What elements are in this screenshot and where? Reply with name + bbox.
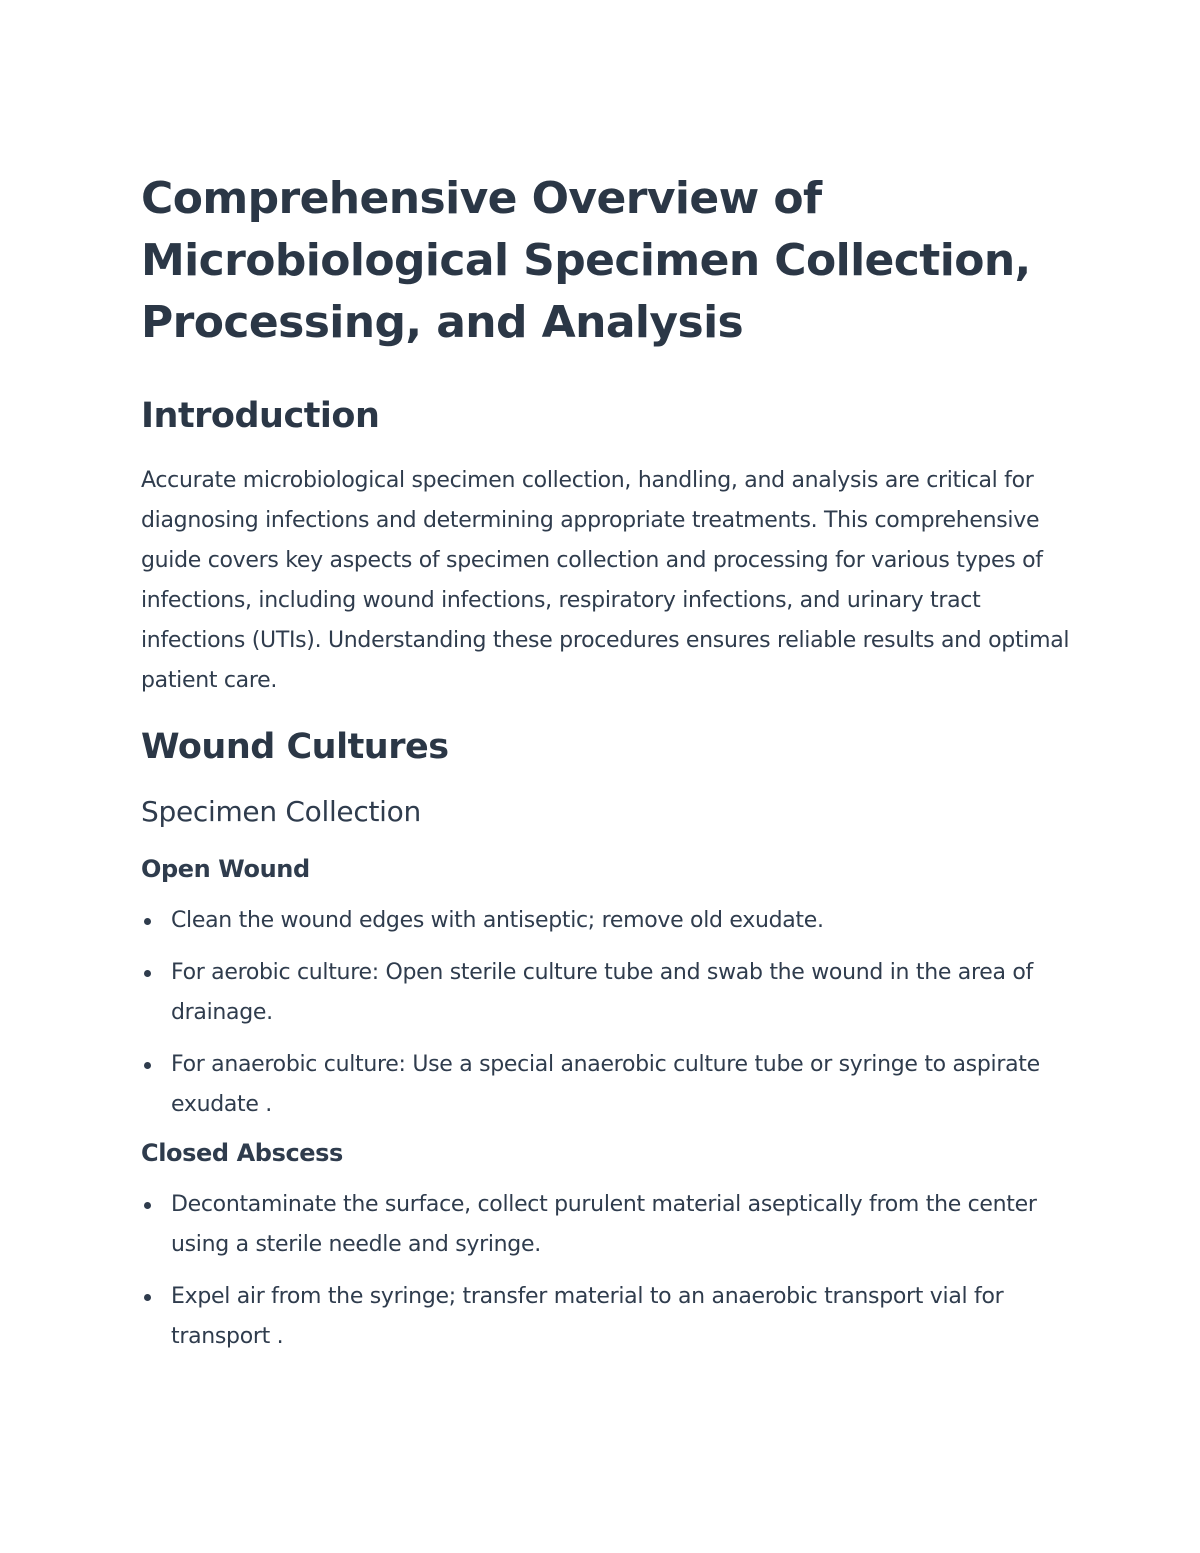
document-page [141, 168, 1071, 1369]
wound-cultures-heading: Wound Cultures [141, 727, 449, 767]
bullet-icon [144, 1062, 151, 1069]
list-item [141, 1277, 1071, 1357]
bullet-icon [144, 1294, 151, 1301]
closed-abscess-list [141, 1185, 1071, 1357]
list-item-text: For aerobic culture: Open sterile culture tube and swab the wound in the area of drainage. [171, 960, 1033, 1025]
list-item-text: For anaerobic culture: Use a special anaerobic culture tube or syringe to aspirate exudate . [171, 1052, 1040, 1117]
list-item [141, 901, 1071, 941]
bullet-icon [144, 1202, 151, 1209]
specimen-collection-heading: Specimen Collection [141, 795, 421, 828]
bullet-icon [144, 918, 151, 925]
list-item [141, 1045, 1071, 1125]
introduction-heading: Introduction [141, 396, 380, 436]
open-wound-list [141, 901, 1071, 1125]
bullet-icon [144, 970, 151, 977]
document-title: Comprehensive Overview of Microbiological Specimen Collection, Processing, and Analysis [141, 173, 1031, 348]
list-item [141, 1185, 1071, 1265]
list-item-text: Decontaminate the surface, collect purulent material aseptically from the center using a sterile needle and syringe. [171, 1192, 1037, 1257]
open-wound-heading: Open Wound [141, 855, 310, 883]
list-item-text: Clean the wound edges with antiseptic; remove old exudate. [171, 908, 824, 933]
closed-abscess-heading: Closed Abscess [141, 1139, 343, 1167]
introduction-paragraph: Accurate microbiological specimen collection, handling, and analysis are critical for diagnosing infections and determining appropriate treatments. This comprehensive guide covers key aspects of specimen collection and processing for various types of infections, including wound infections, respiratory infections, and urinary tract infections (UTIs). Understanding these procedures ensures reliable results and optimal patient care. [141, 468, 1070, 693]
list-item-text: Expel air from the syringe; transfer material to an anaerobic transport vial for transport . [171, 1284, 1004, 1349]
list-item [141, 953, 1071, 1033]
